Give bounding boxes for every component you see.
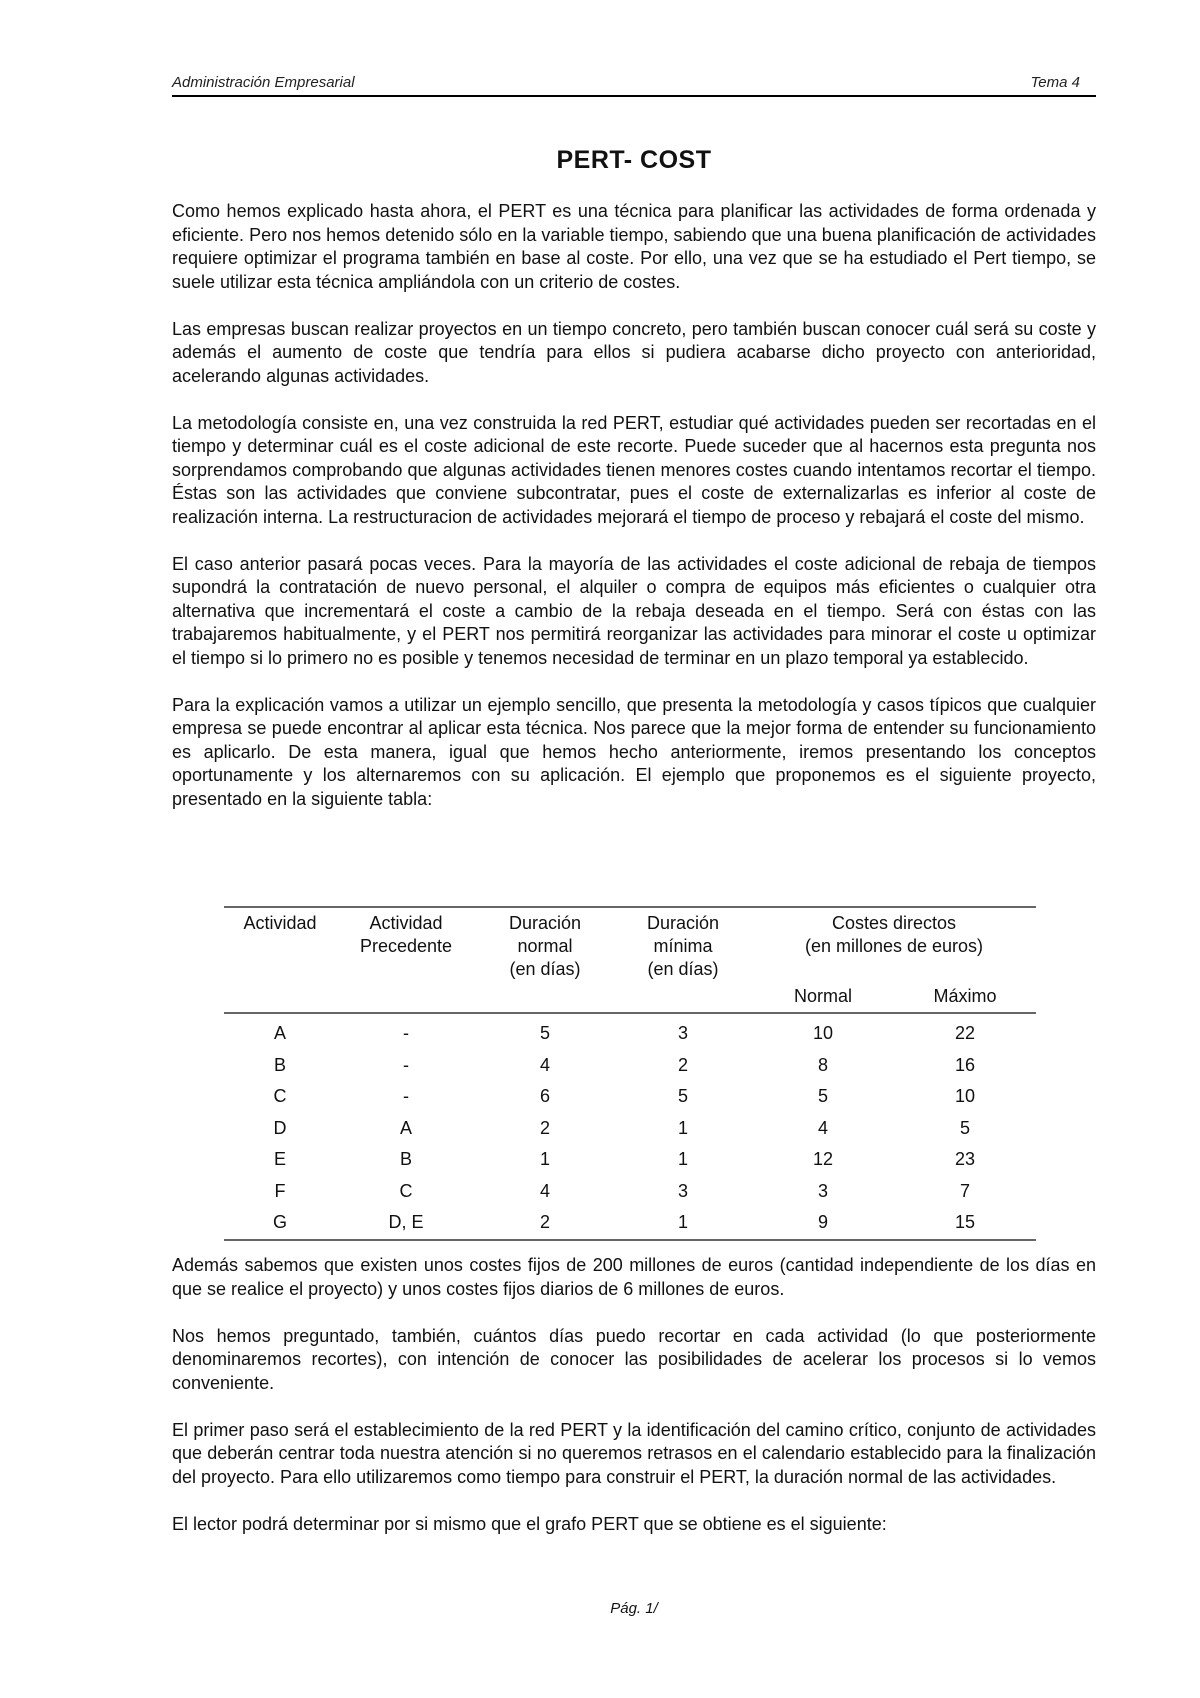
table-cell: - [403,1023,409,1044]
table-cell: 22 [954,1023,976,1044]
table-cell: 6 [539,1086,550,1107]
table-cell: 15 [894,1207,1036,1240]
table-cell: 2 [677,1054,688,1075]
table-cell: 4 [817,1117,828,1138]
table-cell: B [273,1054,286,1075]
table-cell: 8 [817,1054,828,1075]
table-cell: 12 [812,1149,834,1170]
header-normal: Normal [752,985,894,1013]
table-cell: 23 [954,1149,976,1170]
paragraph: Como hemos explicado hasta ahora, el PERT es una técnica para planificar las actividades de forma ordenada y eficiente. Pero nos hemos detenido sólo en la variable tiempo, sabiendo que una buena planificación de actividades requiere optimizar el programa también en base al coste. Por ello, una vez que se ha estudiado el Pert tiempo, se suele utilizar esta técnica ampliándola con un criterio de costes. [172,201,1096,292]
table-cell: 3 [677,1180,688,1201]
paragraph: El caso anterior pasará pocas veces. Para la mayoría de las actividades el coste adicional de rebaja de tiempos supondrá la contratación de nuevo personal, el alquiler o compra de equipos más eficientes o cualquier otra alternativa que incrementará el coste a cambio de la rebaja deseada en el tiempo. Será con éstas con las trabajaremos habitualmente, y el PERT nos permitirá reorganizar las actividades para minorar el coste u optimizar el tiempo si lo primero no es posible y tenemos necesidad de terminar en un plazo temporal ya establecido. [172,553,1096,668]
page-title: PERT- COST [556,146,712,174]
header-duracion-normal: Duración normal (en días) [476,907,614,985]
paragraph: El primer paso será el establecimiento de la red PERT y la identificación del camino crítico, conjunto de actividades que deberán centrar toda nuestra atención si no queremos retrasos en el calendario establecido para la finalización del proyecto. Para ello utilizaremos como tiempo para construir el PERT, la duración normal de las actividades. [172,1419,1096,1487]
paragraph: El lector podrá determinar por si mismo que el grafo PERT que se obtiene es el siguiente: [172,1513,887,1534]
following-text [172,1254,1096,1560]
table-cell: C [399,1180,413,1201]
table-cell: 2 [476,1207,614,1240]
table-cell: A [399,1117,412,1138]
table-cell: 1 [677,1149,688,1170]
table-cell: 1 [614,1207,752,1240]
table-cell: 4 [539,1180,550,1201]
header-precedente: Actividad Precedente [336,907,476,985]
table-cell: - [403,1054,409,1075]
table-cell: C [273,1086,287,1107]
table-cell: - [403,1086,409,1107]
table-cell: 10 [812,1023,834,1044]
table-cell: G [224,1207,336,1240]
table-cell: 5 [539,1023,550,1044]
intro-text [172,200,1096,835]
header-course-title: Administración Empresarial [172,74,355,91]
table-cell: 3 [817,1180,828,1201]
header-topic: Tema 4 [1030,74,1080,91]
table-cell: 10 [954,1086,976,1107]
table-row [224,1013,1036,1050]
activity-table [224,906,1036,1241]
table-cell: 1 [539,1149,550,1170]
table-row [224,1176,1036,1208]
table-cell: 9 [752,1207,894,1240]
table-cell: D, E [336,1207,476,1240]
table-row [224,1050,1036,1082]
paragraph: Además sabemos que existen unos costes fijos de 200 millones de euros (cantidad independiente de los días en que se realice el proyecto) y unos costes fijos diarios de 6 millones de euros. [172,1255,1096,1299]
table-cell: 3 [677,1023,688,1044]
table-cell: B [399,1149,412,1170]
table-cell: 7 [959,1180,970,1201]
header-maximo: Máximo [894,985,1036,1013]
page-header [172,71,1096,97]
table-cell: D [273,1117,287,1138]
table-cell: A [273,1023,286,1044]
paragraph: Nos hemos preguntado, también, cuántos días puedo recortar en cada actividad (lo que posteriormente denominaremos recortes), con intención de conocer las posibilidades de acelerar los procesos si lo vemos conveniente. [172,1325,1096,1393]
table-row [224,1113,1036,1145]
table-cell: E [273,1149,286,1170]
table-cell: 5 [959,1117,970,1138]
table-row [224,1207,1036,1240]
table-cell: 1 [677,1117,688,1138]
table-cell: 16 [954,1054,976,1075]
header-duracion-minima: Duración mínima (en días) [614,907,752,985]
page-number: Pág. 1/ [610,1600,658,1617]
table-cell: 2 [539,1117,550,1138]
table-cell: 5 [677,1086,688,1107]
paragraph: Las empresas buscan realizar proyectos en un tiempo concreto, pero también buscan conocer cuál será su coste y además el aumento de coste que tendría para ellos si pudiera acabarse dicho proyecto con anterioridad, acelerando algunas actividades. [172,318,1096,386]
paragraph: La metodología consiste en, una vez construida la red PERT, estudiar qué actividades pueden ser recortadas en el tiempo y determinar cuál es el coste adicional de este recorte. Puede suceder que al hacernos esta pregunta nos sorprendamos comprobando que algunas actividades tienen menores costes cuando intentamos recortar el tiempo. Éstas son las actividades que conviene subcontratar, pues el coste de externalizarlas es inferior al coste de realización interna. La restructuracion de actividades mejorará el tiempo de proceso y rebajará el coste del mismo. [172,412,1096,527]
header-actividad: Actividad [224,907,336,985]
table-row [224,1081,1036,1113]
table-cell: 5 [817,1086,828,1107]
table-cell: 4 [539,1054,550,1075]
paragraph: Para la explicación vamos a utilizar un ejemplo sencillo, que presenta la metodología y casos típicos que cualquier empresa se puede encontrar al aplicar esta técnica. Nos parece que la mejor forma de entender su funcionamiento es aplicarlo. De esta manera, igual que hemos hecho anteriormente, iremos presentando los conceptos oportunamente y los alternaremos con su aplicación. El ejemplo que proponemos es el siguiente proyecto, presentado en la siguiente tabla: [172,694,1096,809]
table-row [224,1144,1036,1176]
header-costes-directos: Costes directos (en millones de euros) [752,907,1036,985]
table-cell: F [274,1180,286,1201]
